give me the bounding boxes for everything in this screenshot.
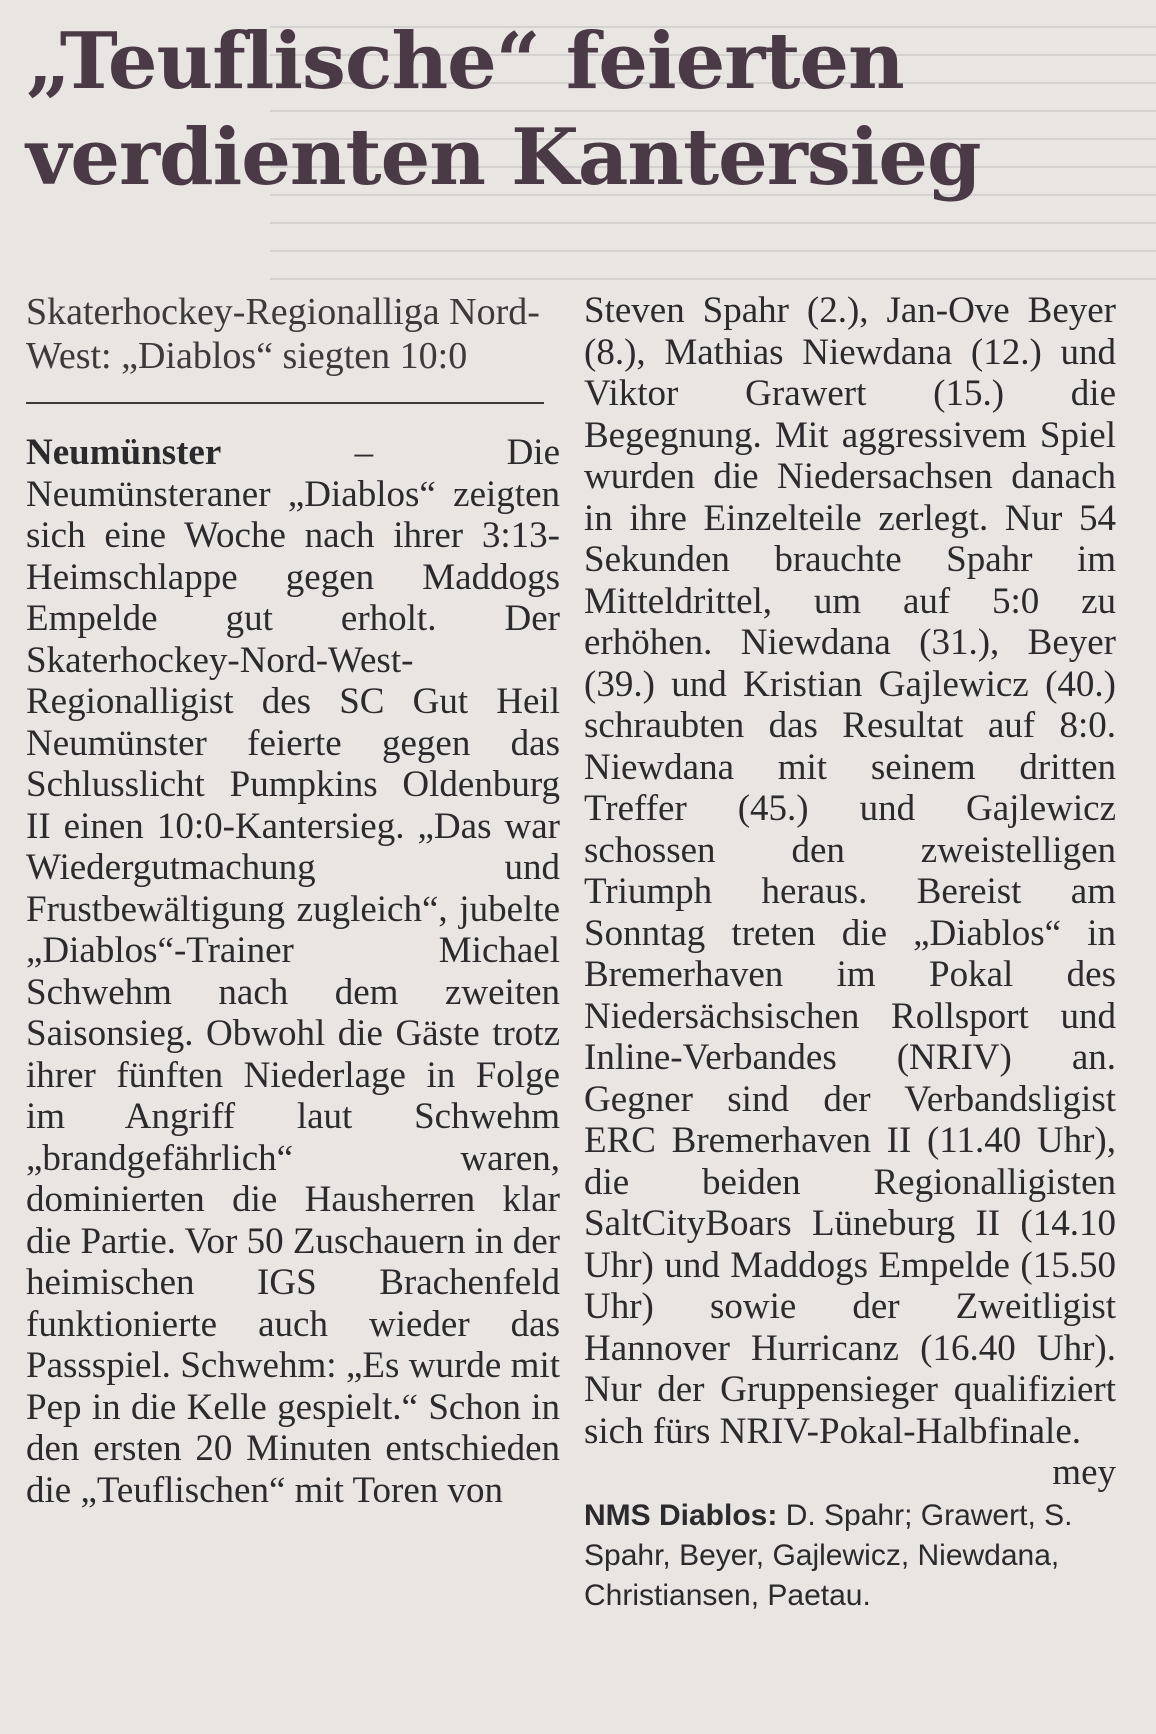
article-body-part-1 [26, 432, 560, 1511]
article-column-right [584, 290, 1116, 1616]
headline-line-1: „Teuflische“ feierten [26, 16, 904, 107]
subheadline: Skaterhockey-Regionalliga Nord-West: „Diablos“ siegten 10:0 [26, 290, 544, 404]
dateline-separator: – [221, 432, 507, 473]
headline [26, 14, 1136, 206]
article-body-part-2 [584, 290, 1116, 1494]
article-body-text-2: Steven Spahr (2.), Jan-Ove Beyer (8.), Mathias Niewdana (12.) und Viktor Grawert (15.) die Begegnung. Mit aggressivem Spiel wurden die Niedersachsen danach in ihre Einzelteile zerlegt. Nur 54 Sekunden brauchte Spahr im Mitteldrittel, um auf 5:0 zu erhöhen. Niewdana (31.), Beyer (39.) und Kristian Gajlewicz (40.) schraubten das Resultat auf 8:0. Niewdana mit seinem dritten Treffer (45.) und Gajlewicz schossen den zweistelligen Triumph heraus. Bereist am Sonntag treten die „Diablos“ in Bremerhaven im Pokal des Niedersächsischen Rollsport und Inline-Verbandes (NRIV) an. Gegner sind der Verbandsligist ERC Bremerhaven II (11.40 Uhr), die beiden Regionalligisten SaltCityBoars Lüneburg II (14.10 Uhr) und Maddogs Empelde (15.50 Uhr) sowie der Zweitligist Hannover Hurricanz (16.40 Uhr). Nur der Gruppensieger qualifiziert sich fürs NRIV-Pokal-Halbfinale. [584, 290, 1116, 1452]
article-column-left [26, 290, 560, 1511]
team-roster [584, 1496, 1116, 1616]
roster-label: NMS Diablos: [584, 1498, 778, 1532]
roster-players: D. Spahr; Grawert, S. Spahr, Beyer, Gajlewicz, Niewdana, Christiansen, Paetau. [584, 1498, 1073, 1612]
byline: mey [1052, 1452, 1116, 1493]
dateline: Neumünster [26, 432, 222, 473]
headline-line-2: verdienten Kantersieg [26, 112, 981, 203]
article-body-text-1: Die Neumünsteraner „Diablos“ zeigten sich eine Woche nach ihrer 3:13-Heimschlappe gegen Maddogs Empelde gut erholt. Der Skaterhockey-Nord-West-Regionalligist des SC Gut Heil Neumünster feierte gegen das Schlusslicht Pumpkins Oldenburg II einen 10:0-Kantersieg. „Das war Wiedergutmachung und Frustbewältigung zugleich“, jubelte „Diablos“-Trainer Michael Schwehm nach dem zweiten Saisonsieg. Obwohl die Gäste trotz ihrer fünften Niederlage in Folge im Angriff laut Schwehm „brandgefährlich“ waren, dominierten die Hausherren klar die Partie. Vor 50 Zuschauern in der heimischen IGS Brachenfeld funktionierte auch wieder das Passspiel. Schwehm: „Es wurde mit Pep in die Kelle gespielt.“ Schon in den ersten 20 Minuten entschieden die „Teuflischen“ mit Toren von [26, 432, 560, 1511]
